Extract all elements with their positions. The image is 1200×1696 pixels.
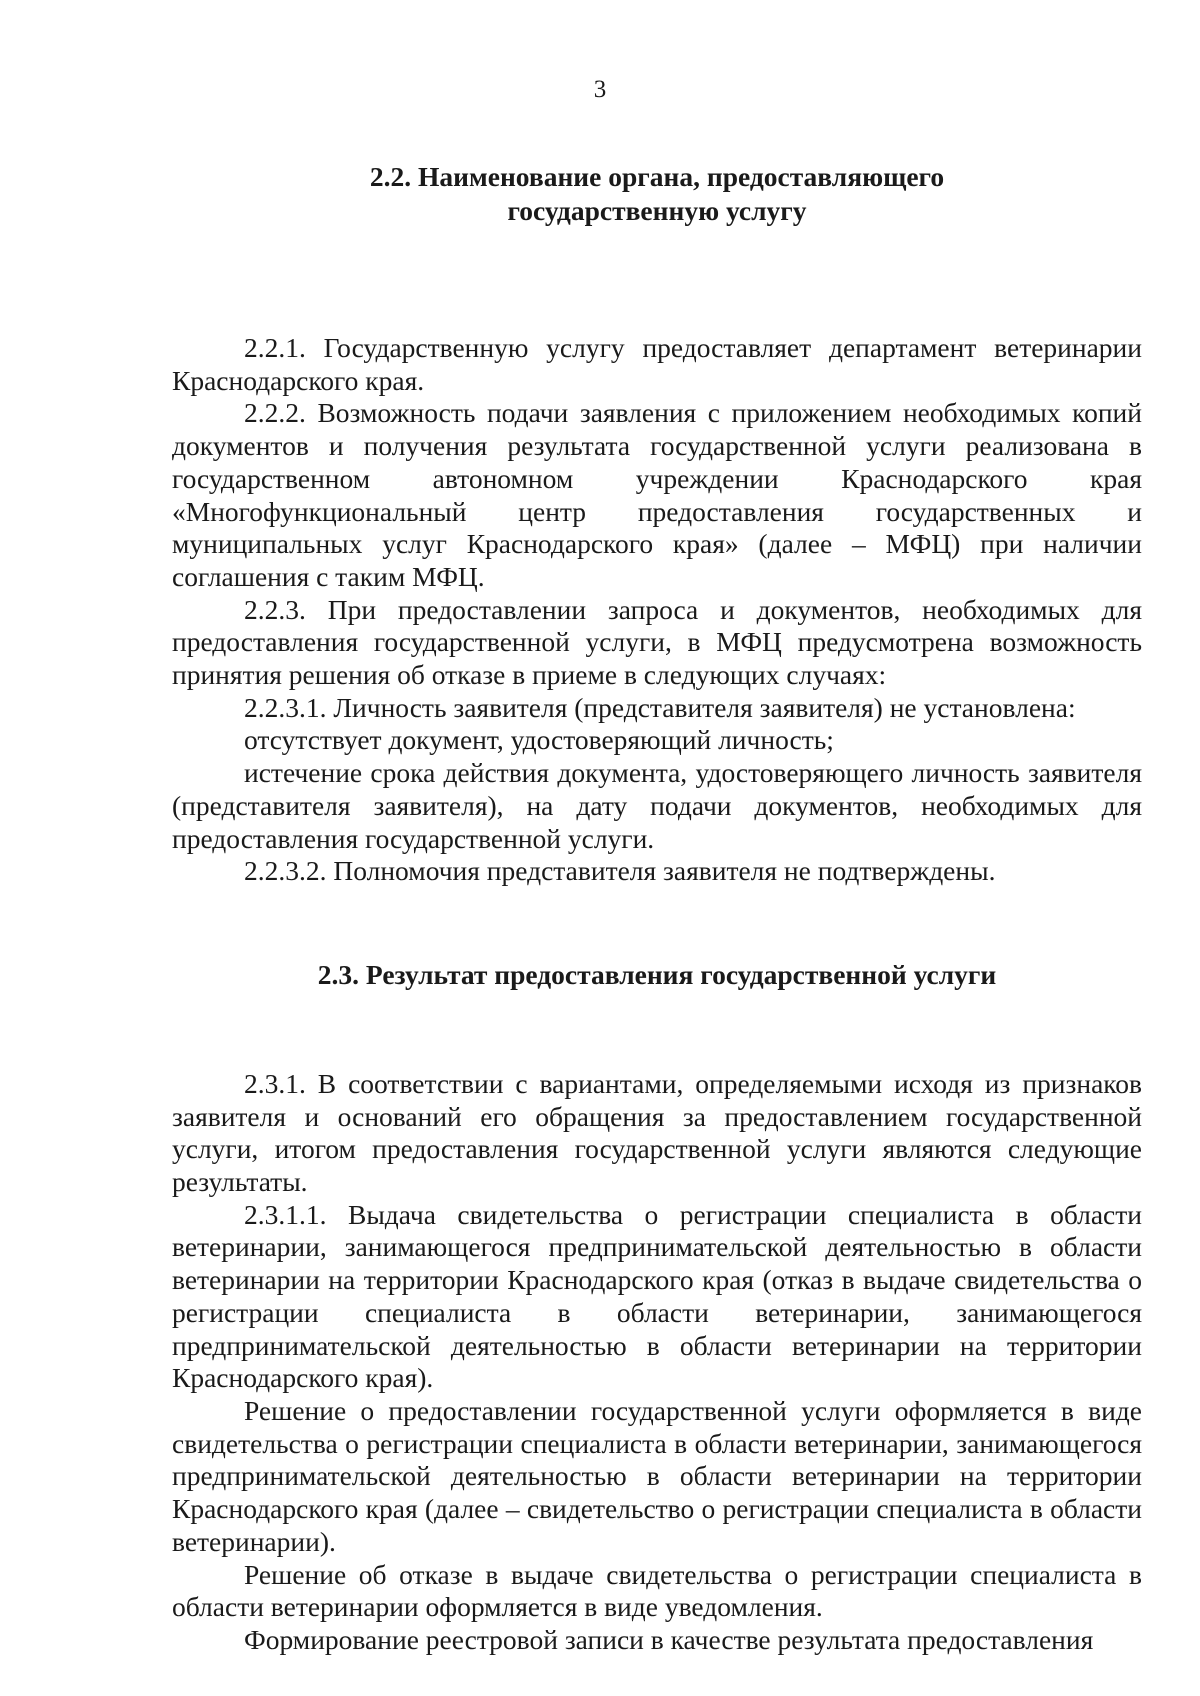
paragraph-2-2-3: 2.2.3. При предоставлении запроса и документов, необходимых для предоставления государственной услуги, в МФЦ предусмотрена возможность принятия решения об отказе в приеме в следующих случаях: <box>172 593 1142 691</box>
paragraph-2-2-3-1: 2.2.3.1. Личность заявителя (представителя заявителя) не установлена: <box>244 691 1076 723</box>
paragraph-no-document: отсутствует документ, удостоверяющий личность; <box>244 724 834 756</box>
section-2-3-heading: 2.3. Результат предоставления государственной услуги <box>317 958 997 990</box>
section-2-2-heading-line-1: 2.2. Наименование органа, предоставляющего <box>369 161 945 192</box>
page-number: 3 <box>593 76 607 103</box>
document-body <box>172 160 1142 1657</box>
paragraph-registry-record: Формирование реестровой записи в качестве результата предоставления <box>244 1623 1094 1655</box>
paragraph-2-2-2: 2.2.2. Возможность подачи заявления с приложением необходимых копий документов и получения результата государственной услуги реализована в государственном автономном учреждении Краснодарского края «Многофункциональный центр предоставления государственных и муниципальных услуг Краснодарского края» (далее – МФЦ) при наличии соглашения с таким МФЦ. <box>172 397 1142 592</box>
paragraph-2-2-1: 2.2.1. Государственную услугу предоставляет департамент ветеринарии Краснодарского края. <box>172 332 1142 396</box>
paragraph-decision-refusal: Решение об отказе в выдаче свидетельства о регистрации специалиста в области ветеринарии оформляется в виде уведомления. <box>172 1558 1142 1623</box>
section-2-2-heading-line-2: государственную услугу <box>507 195 807 226</box>
paragraph-2-3-1: 2.3.1. В соответствии с вариантами, определяемыми исходя из признаков заявителя и оснований его обращения за предоставлением государственной услуги, итогом предоставления государственной услуги являются следующие результаты. <box>172 1067 1142 1198</box>
section-2-2-heading <box>172 160 1142 228</box>
paragraph-2-3-1-1: 2.3.1.1. Выдача свидетельства о регистрации специалиста в области ветеринарии, занимающегося предпринимательской деятельностью в области ветеринарии на территории Краснодарского края (отказ в выдаче свидетельства о регистрации специалиста в области ветеринарии, занимающегося предпринимательской деятельностью в области ветеринарии на территории Краснодарского края). <box>172 1198 1142 1394</box>
paragraph-decision-grant: Решение о предоставлении государственной услуги оформляется в виде свидетельства о регистрации специалиста в области ветеринарии, занимающегося предпринимательской деятельностью в области ветеринарии на территории Краснодарского края (далее – свидетельство о регистрации специалиста в области ветеринарии). <box>172 1394 1142 1557</box>
paragraph-2-2-3-2: 2.2.3.2. Полномочия представителя заявителя не подтверждены. <box>244 855 996 887</box>
paragraph-expired-document: истечение срока действия документа, удостоверяющего личность заявителя (представителя заявителя), на дату подачи документов, необходимых для предоставления государственной услуги. <box>172 757 1142 854</box>
